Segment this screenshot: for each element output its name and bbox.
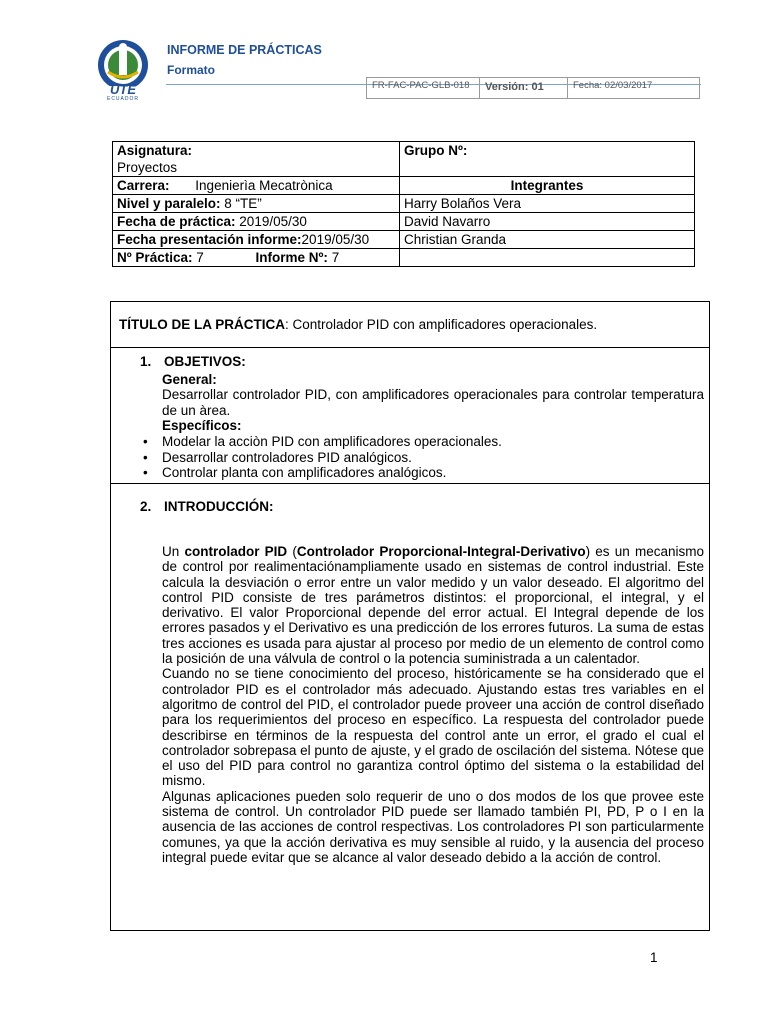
table-row <box>113 195 695 213</box>
carrera-label: Carrera: <box>117 178 170 193</box>
document-code-table <box>366 77 700 99</box>
table-row <box>113 249 695 267</box>
table-row <box>113 213 695 231</box>
introduccion-body <box>162 544 704 865</box>
form-code: FR-FAC-PAC-GLB-018 <box>367 78 480 98</box>
document-title: INFORME DE PRÁCTICAS <box>167 43 322 57</box>
carrera-cell <box>113 177 400 195</box>
intro-paragraph-2: Cuando no se tiene conocimiento del proceso, históricamente se ha considerado que el controlador PID es el controlador más adecuado. Ajustando estas tres variables en el algoritmo de control del PID, el controlador puede proveer una acción de control diseñado para los requerimientos del proceso en específico. La respuesta del controlador puede describirse en términos de la respuesta del control ante un error, el grado el cual el controlador sobrepasa el punto de ajuste, y el grado de oscilación del sistema. Nótese que el uso del PID para control no garantiza control óptimo del sistema o la estabilidad del mismo. <box>162 666 704 789</box>
integrante-2: David Navarro <box>400 213 695 231</box>
introduccion-section <box>110 483 710 931</box>
integrante-1: Harry Bolaños Vera <box>400 195 695 213</box>
asignatura-value: Proyectos <box>117 160 178 175</box>
logo-subtext: ECUADOR <box>106 96 139 102</box>
grupo-label: Grupo Nº: <box>404 143 468 158</box>
fecha-informe-label: Fecha presentación informe: <box>117 232 302 247</box>
general-label: General: <box>162 372 217 387</box>
practice-title-value: : Controlador PID con amplificadores operacionales. <box>285 317 598 332</box>
fecha-practica-value: 2019/05/30 <box>235 214 307 229</box>
nivel-value: 8 “TE” <box>220 196 262 211</box>
list-item: • Modelar la acciòn PID con amplificadores operacionales. <box>140 434 502 450</box>
objetivos-title: OBJETIVOS: <box>164 354 246 369</box>
practice-title-box <box>110 301 710 348</box>
logo-text: UTE <box>110 82 136 97</box>
objetivos-section <box>110 347 710 484</box>
asignatura-label: Asignatura: <box>117 143 193 158</box>
objetivos-list <box>140 434 502 481</box>
objetivos-number: 1. <box>140 354 152 369</box>
form-version: Versión: 01 <box>480 78 568 98</box>
objetivos-heading <box>140 354 246 369</box>
info-table <box>112 141 695 267</box>
p1-bold-term: controlador PID <box>184 544 288 559</box>
intro-paragraph-3: Algunas aplicaciones pueden solo requerir de uno o dos modos de los que provee este sistema de control. Un controlador PID puede ser llamado también PI, PD, P o I en la ausencia de las acciones de control respectivas. Los controladores PI son particularmente comunes, ya que la acción derivativa es muy sensible al ruido, y la ausencia del proceso integral puede evitar que se alcance al valor deseado debido a la acción de control. <box>162 788 704 865</box>
table-row <box>113 231 695 249</box>
ute-logo <box>80 38 166 104</box>
fecha-informe-cell <box>113 231 400 249</box>
fecha-practica-cell <box>113 213 400 231</box>
intro-paragraph-1 <box>162 544 704 666</box>
list-item: • Controlar planta con amplificadores analógicos. <box>140 465 502 481</box>
p1-text: Un <box>162 544 185 559</box>
fecha-practica-label: Fecha de práctica: <box>117 214 236 229</box>
informe-label: Informe Nº: <box>255 250 328 265</box>
empty-cell <box>400 249 695 267</box>
introduccion-title: INTRODUCCIÓN: <box>164 499 274 514</box>
grupo-cell <box>400 142 695 177</box>
carrera-value: Ingenierìa Mecatrònica <box>195 178 333 193</box>
list-item: • Desarrollar controladores PID analógicos. <box>140 450 502 466</box>
asignatura-cell <box>113 142 400 177</box>
informe-value: 7 <box>327 250 340 265</box>
table-row <box>113 142 695 177</box>
practice-title <box>119 317 597 332</box>
nivel-label: Nivel y paralelo: <box>117 196 221 211</box>
practica-cell <box>113 249 400 267</box>
integrante-3: Christian Granda <box>400 231 695 249</box>
practica-label: Nº Práctica: <box>117 250 193 265</box>
table-row <box>113 177 695 195</box>
integrantes-label: Integrantes <box>510 178 584 193</box>
integrantes-header <box>400 177 695 195</box>
objetivos-general <box>162 372 704 433</box>
introduccion-heading <box>140 499 274 514</box>
practice-title-label: TÍTULO DE LA PRÁCTICA <box>119 317 285 332</box>
introduccion-number: 2. <box>140 499 152 514</box>
p1-bold-expansion: Controlador Proporcional-Integral-Derivativo <box>296 544 586 559</box>
nivel-cell <box>113 195 400 213</box>
practica-value: 7 <box>192 250 204 265</box>
especificos-label: Específicos: <box>162 417 242 433</box>
p1-text: ) es un mecanismo de control por realimentaciónampliamente usado en sistemas de control industrial. Este calcula la desviación o error entre un valor medido y un valor deseado. El algoritmo del control PID consiste de tres parámetros distintos: el proporcional, el integral, y el derivativo. El valor Proporcional depende del error actual. El Integral depende de los errores pasados y el Derivativo es una predicción de los errores futuros. La suma de estas tres acciones es usada para ajustar al proceso por medio de un elemento de control como la posición de una válvula de control o la potencia suministrada a un calentador. <box>162 544 704 667</box>
page-number: 1 <box>650 950 658 965</box>
general-text: Desarrollar controlador PID, con amplificadores operacionales para controlar temperatura de un àrea. <box>162 387 704 418</box>
document-subtitle: Formato <box>167 63 215 77</box>
form-date: Fecha: 02/03/2017 <box>573 80 653 91</box>
fecha-informe-value: 2019/05/30 <box>301 232 370 247</box>
p1-text: ( <box>287 544 297 559</box>
